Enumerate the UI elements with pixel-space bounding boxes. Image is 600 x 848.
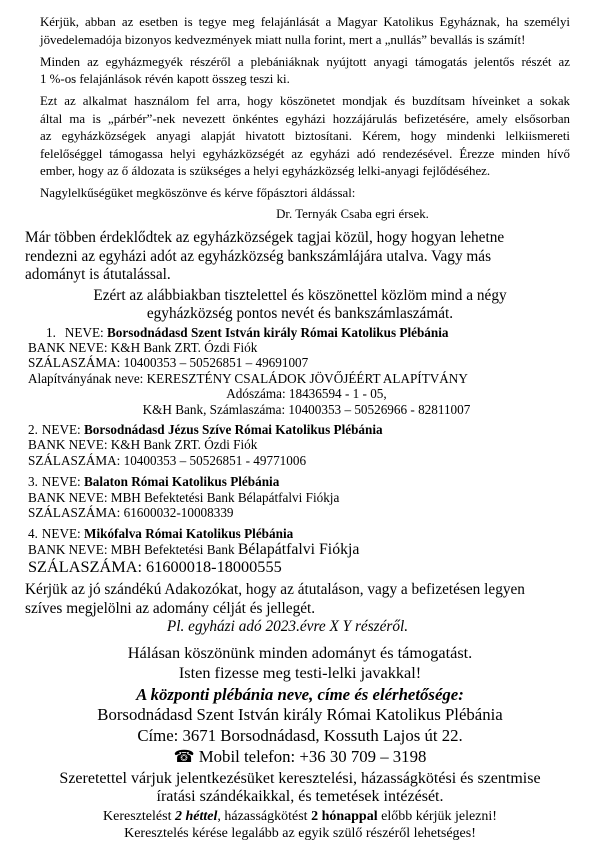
notes-section bbox=[0, 808, 600, 842]
intro-paragraph-3 bbox=[40, 93, 570, 181]
announcement-line: egyházközség pontos nevét és bankszámlaszámát. bbox=[146, 304, 454, 322]
bank-branch: Bélapátfalvi Fiókja bbox=[237, 540, 360, 558]
parish-number: 3. bbox=[28, 474, 38, 490]
intro-paragraph-1 bbox=[40, 14, 570, 49]
neve-label: NEVE: bbox=[64, 324, 108, 340]
parish-number: 1. bbox=[46, 324, 56, 340]
thanks-section bbox=[0, 643, 600, 683]
bank-name-line bbox=[28, 542, 585, 557]
signature-line: Dr. Ternyák Csaba egri érsek. bbox=[276, 206, 429, 221]
thanks-line: Hálásan köszönünk minden adományt és támogatást. bbox=[127, 642, 473, 662]
foundation-account-line: K&H Bank, Számlaszáma: 10400353 – 50526966 - 82811007 bbox=[142, 401, 471, 417]
bank-name-label: BANK NEVE: MBH Befektetési Bank bbox=[28, 541, 238, 557]
phone-number: Mobil telefon: +36 30 709 – 3198 bbox=[194, 747, 427, 767]
baptism-wedding-notice-line bbox=[0, 808, 600, 825]
parish-name-line bbox=[28, 474, 585, 489]
parish-entry-1 bbox=[28, 325, 585, 417]
notice-text: , házasságkötést bbox=[217, 808, 312, 824]
intro-section bbox=[40, 14, 570, 223]
foundation-tax-number-line: Adószáma: 18436594 - 1 - 05, bbox=[226, 386, 387, 402]
bank-name-line: BANK NEVE: K&H Bank ZRT. Ózdi Fiók bbox=[28, 339, 258, 355]
notice-weeks: 2 héttel bbox=[174, 808, 218, 824]
intro-line: Minden az egyházmegyék részéről a plebániáknak nyújtott anyagi támogatás jelentős részét az bbox=[40, 54, 570, 69]
account-number-line: SZÁLASZÁMA: 61600032-10008339 bbox=[28, 504, 234, 520]
donation-request-line: Kérjük az jó szándékú Adakozókat, hogy az átutaláson, vagy a befizetésen legyen bbox=[25, 581, 525, 599]
inquiry-line: adományt is átutalással. bbox=[25, 266, 171, 283]
contact-phone-line bbox=[0, 746, 600, 768]
blessing-line: Nagylelkűségüket megköszönve és kérve főpásztori áldással: bbox=[40, 186, 356, 200]
announcement-line: Ezért az alábbiakban tisztelettel és köszönettel közlöm mind a négy bbox=[93, 286, 507, 304]
inquiry-paragraph bbox=[25, 229, 582, 285]
intro-paragraph-2 bbox=[40, 54, 570, 89]
parish-name: Borsodnádasd Jézus Szíve Római Katolikus Plébánia bbox=[84, 421, 383, 437]
intro-line: ember, hogy az ő áldozata is szükséges a helyi egyházközség lelki-anyagi fejlődéséhez. bbox=[40, 164, 491, 178]
account-number-line: SZÁLASZÁMA: 61600018-18000555 bbox=[28, 557, 282, 577]
notice-text: előbb kérjük jelezni! bbox=[377, 808, 497, 824]
notice-text: Keresztelést bbox=[103, 808, 175, 824]
parish-number: 2. bbox=[28, 421, 38, 437]
parish-name: Balaton Római Katolikus Plébánia bbox=[84, 474, 280, 490]
telephone-icon: ☎ bbox=[173, 746, 195, 767]
neve-label: NEVE: bbox=[41, 421, 85, 437]
neve-label: NEVE: bbox=[41, 474, 85, 490]
intro-line: által ma is „párbér”-nek nevezett önkéntes egyházi hozzájárulás befizetésére, amely elsősorban bbox=[40, 111, 570, 126]
parish-entry-4 bbox=[28, 526, 585, 577]
parish-name: Mikófalva Római Katolikus Plébánia bbox=[84, 526, 294, 542]
account-number-line: SZÁLASZÁMA: 10400353 – 50526851 – 49691007 bbox=[28, 355, 309, 371]
announcement-paragraph bbox=[25, 287, 575, 323]
parish-name-line bbox=[28, 325, 585, 340]
contact-heading: A központi plébánia neve, címe és elérhetősége: bbox=[136, 684, 464, 704]
intro-line: az egyházközségek anyagi alapját hivatott biztosítani. Kérem, hogy mindenki lelkiismereti bbox=[40, 129, 570, 143]
baptism-parent-notice-line: Keresztelés kérése legalább az egyik szülő részéről lehetséges! bbox=[124, 825, 476, 841]
notice-months: 2 hónappal bbox=[311, 808, 378, 824]
donation-request-paragraph bbox=[25, 581, 582, 618]
parish-entry-3 bbox=[28, 474, 585, 520]
contact-address: Címe: 3671 Borsodnádasd, Kossuth Lajos út 22. bbox=[137, 725, 463, 745]
services-invite-paragraph bbox=[15, 770, 585, 806]
parish-name: Borsodnádasd Szent István király Római Katolikus Plébánia bbox=[107, 324, 449, 340]
parish-name-line bbox=[28, 422, 585, 437]
services-invite-line: Szeretettel várjuk jelentkezésüket keresztelési, házasságkötési és szentmise bbox=[59, 769, 541, 787]
blessing-wish-line: Isten fizesse meg testi-lelki javakkal! bbox=[178, 662, 422, 682]
intro-line: jövedelemadója bizonyos kedvezmények miatt nulla forint, mert a „nullás” bevallás is számít! bbox=[40, 32, 526, 47]
intro-line: felelőséggel támogassa helyi egyházközségét az egyházi adó rendezésével. Érezze minden hívő bbox=[40, 146, 570, 161]
donation-request-line: szíves megjelölni az adomány célját és jellegét. bbox=[25, 599, 316, 617]
intro-line: 1 %-os felajánlások révén kapott összeg teszi ki. bbox=[40, 72, 290, 86]
inquiry-line: rendezni az egyházi adót az egyházközség bankszámlájára utalva. Vagy más bbox=[25, 247, 492, 265]
bank-name-line: BANK NEVE: K&H Bank ZRT. Ózdi Fiók bbox=[28, 437, 258, 453]
services-invite-line: íratási szándékaikkal, és temetések intézését. bbox=[156, 787, 444, 805]
parish-entry-2 bbox=[28, 422, 585, 468]
inquiry-line: Már többen érdeklődtek az egyházközségek tagjai közül, hogy hogyan lehetne bbox=[25, 229, 505, 246]
contact-section bbox=[0, 685, 600, 768]
parish-name-line bbox=[28, 526, 585, 541]
intro-line: Ezt az alkalmat használom fel arra, hogy köszönetet mondjak és buzdítsam híveinket a sokak bbox=[40, 94, 570, 108]
parish-list bbox=[28, 325, 585, 578]
central-parish-name: Borsodnádasd Szent István király Római Katolikus Plébánia bbox=[97, 705, 503, 725]
neve-label: NEVE: bbox=[41, 526, 85, 542]
parish-number: 4. bbox=[28, 526, 38, 542]
donation-example-line: Pl. egyházi adó 2023.évre X Y részéről. bbox=[166, 618, 409, 636]
bank-name-line: BANK NEVE: MBH Befektetési Bank Bélapátfalvi Fiókja bbox=[28, 489, 340, 505]
intro-line: Kérjük, abban az esetben is tegye meg felajánlását a Magyar Katolikus Egyháznak, ha személyi bbox=[40, 15, 570, 29]
foundation-name-line: Alapítványának neve: KERESZTÉNY CSALÁDOK JÖVŐJÉÉRT ALAPÍTVÁNY bbox=[28, 370, 468, 386]
account-number-line: SZÁLASZÁMA: 10400353 – 50526851 - 49771006 bbox=[28, 452, 307, 468]
